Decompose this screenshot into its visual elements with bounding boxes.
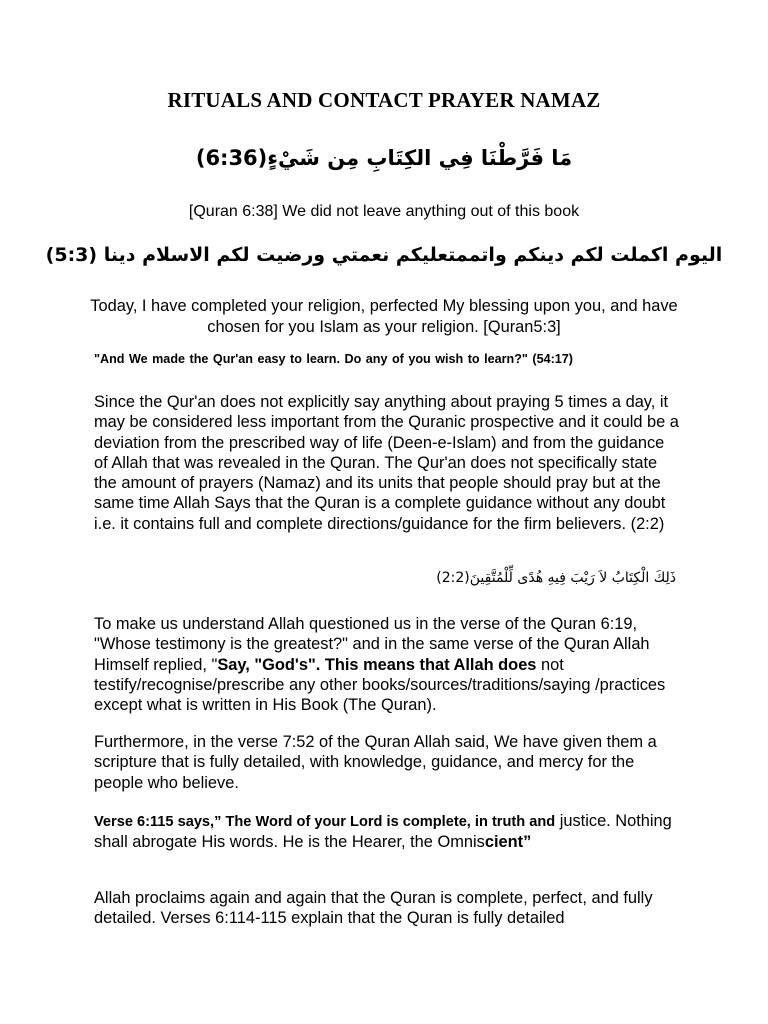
testimony-text-1: To make us understand Allah questioned us in the verse of the Quran 6:19, "Whose testimony is the greatest?" and in the same verse of the Quran Allah Himself replied, " — [94, 615, 650, 674]
arabic-verse-2-2: ذَلِكَ الْكِتَابُ لاَ رَيْبَ فِيهِ هُدًى لِّلْمُتَّقِينَ(2:2) — [436, 570, 676, 586]
today-paragraph: Today, I have completed your religion, perfected My blessing upon you, and have chosen for you Islam as your religion. [Quran5:3] — [90, 297, 678, 336]
verse-6-115-tail: cient” — [484, 833, 532, 852]
allah-proclaims-paragraph: Allah proclaims again and again that the Quran is complete, perfect, and fully detailed. Verses 6:114-115 explain that the Quran is fully detailed — [94, 889, 653, 928]
testimony-bold-text: Say, "God's". This means that Allah does — [217, 655, 537, 674]
quote-6-38: [Quran 6:38] We did not leave anything out of this book — [188, 203, 580, 220]
page-title: RITUALS AND CONTACT PRAYER NAMAZ — [167, 88, 601, 112]
verse-6-115-paragraph — [94, 811, 680, 853]
easy-to-learn-quote: "And We made the Qur'an easy to learn. Do any of you wish to learn?" (54:17) — [94, 352, 573, 366]
testimony-text-2: not testify/recognise/prescribe any other books/sources/traditions/saying /practices except what is written in His Book (The Quran). — [94, 655, 666, 715]
arabic-verse-6-38: مَا فَرَّطْنَا فِي الكِتَابِ مِن شَيْءٍ(6:36) — [195, 146, 573, 170]
since-paragraph: Since the Qur'an does not explicitly say anything about praying 5 times a day, it may be considered less important from the Quranic prospective and it could be a deviation from the prescribed way of life (Deen-e-Islam) and from the guidance of Allah that was revealed in the Quran. The Qur'an does not specifically state the amount of prayers (Namaz) and its units that people should pray but at the same time Allah Says that the Quran is a complete guidance without any doubt i.e. it contains full and complete directions/guidance for the firm believers. (2:2) — [94, 393, 679, 533]
furthermore-paragraph: Furthermore, in the verse 7:52 of the Quran Allah said, We have given them a scripture that is fully detailed, with knowledge, guidance, and mercy for the people who believe. — [94, 733, 657, 792]
testimony-paragraph — [94, 614, 680, 715]
verse-6-115-lead: Verse 6:115 says,” The Word of your Lord is complete, in truth and — [94, 814, 556, 830]
verse-6-115-rest: justice. Nothing shall abrogate His words. He is the Hearer, the Omnis — [94, 812, 672, 852]
arabic-verse-5-3: اليوم اكملت لكم دينكم واتممتعليكم نعمتي ورضيت لكم الاسلام دينا (5:3) — [45, 244, 723, 266]
